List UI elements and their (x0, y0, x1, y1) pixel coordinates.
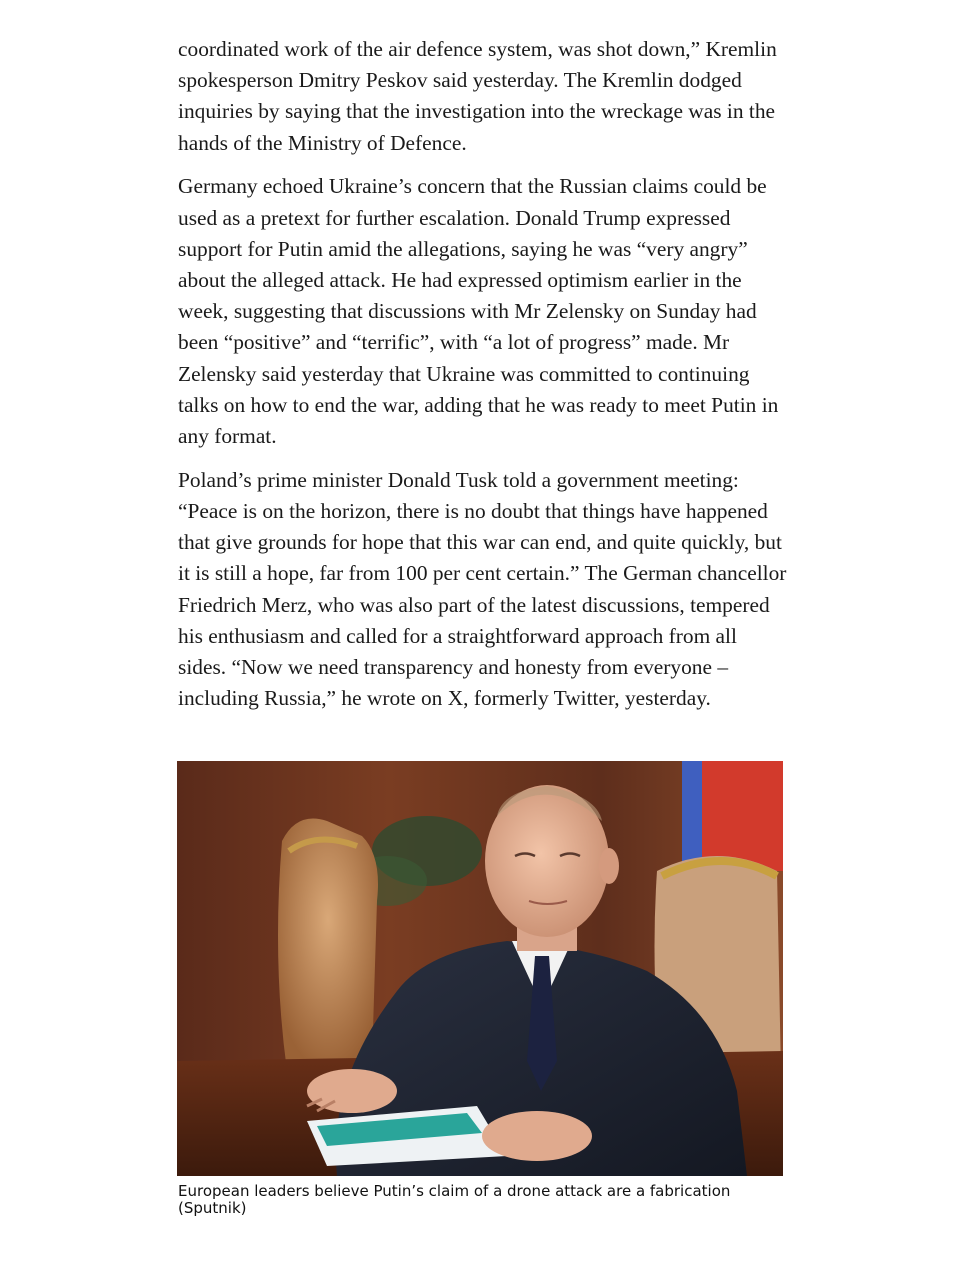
article-paragraph: coordinated work of the air defence system, was shot down,” Kremlin spokesperson Dmitry Peskov said yesterday. The Kremlin dodged inquiries by saying that the investigation into the wreckage was in the hands of the Ministry of Defence. (178, 37, 777, 155)
article-photo (177, 761, 783, 1176)
photo-caption: European leaders believe Putin’s claim of a drone attack are a fabrication (Sputnik) (178, 1182, 731, 1217)
article-body (178, 34, 788, 727)
article-paragraph: Poland’s prime minister Donald Tusk told a government meeting: “Peace is on the horizon, there is no doubt that things have happened that give grounds for hope that this war can end, and quite quickly, but it is still a hope, far from 100 per cent certain.” The German chancellor Friedrich Merz, who was also part of the latest discussions, tempered his enthusiasm and called for a straightforward approach from all sides. “Now we need transparency and honesty from everyone – including Russia,” he wrote on X, formerly Twitter, yesterday. (178, 467, 787, 711)
article-figure (177, 761, 783, 1217)
article-paragraph: Germany echoed Ukraine’s concern that the Russian claims could be used as a pretext for further escalation. Donald Trump expressed support for Putin amid the allegations, saying he was “very angry” about the alleged attack. He had expressed optimism earlier in the week, suggesting that discussions with Mr Zelensky on Sunday had been “positive” and “terrific”, with “a lot of progress” made. Mr Zelensky said yesterday that Ukraine was committed to continuing talks on how to end the war, adding that he was ready to meet Putin in any format. (178, 174, 779, 449)
